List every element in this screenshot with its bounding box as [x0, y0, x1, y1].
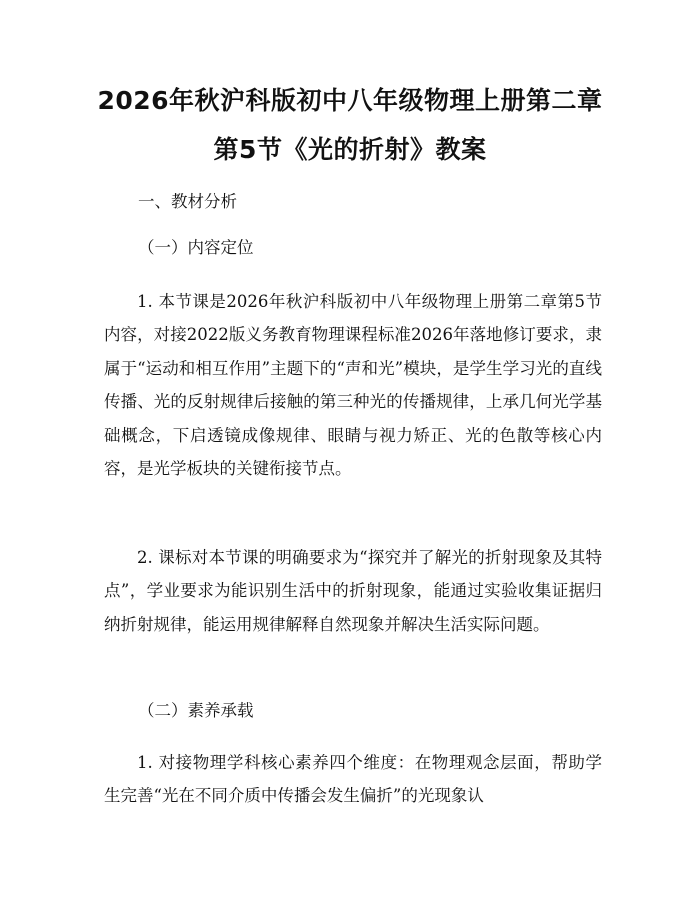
subsection-heading-literacy-bearing: （二）素养承载 — [138, 701, 254, 720]
section-heading-teaching-material-analysis: 一、教材分析 — [138, 192, 237, 211]
paragraph-content-positioning-1: 1. 本节课是2026年秋沪科版初中八年级物理上册第二章第5节内容，对接2022版义务教育物理课程标准2026年落地修订要求，隶属于“运动和相互作用”主题下的“声和光”模块，是学生学习光的直线传播、光的反射规律后接触的第三种光的传播规律，上承几何光学基础概念，下启透镜成像规律、眼睛与视力矫正、光的色散等核心内容，是光学板块的关键衔接节点。 — [104, 292, 602, 479]
paragraph-literacy-bearing-1: 1. 对接物理学科核心素养四个维度：在物理观念层面，帮助学生完善“光在不同介质中传播会发生偏折”的光现象认 — [104, 753, 602, 806]
subsection-heading-content-positioning: （一）内容定位 — [138, 238, 254, 257]
paragraph-content-positioning-2: 2. 课标对本节课的明确要求为“探究并了解光的折射现象及其特点”，学业要求为能识别生活中的折射现象，能通过实验收集证据归纳折射规律，能运用规律解释自然现象并解决生活实际问题。 — [104, 548, 602, 634]
document-title-line-2: 第5节《光的折射》教案 — [213, 135, 487, 164]
document-title-line-1: 2026年秋沪科版初中八年级物理上册第二章 — [97, 86, 603, 115]
